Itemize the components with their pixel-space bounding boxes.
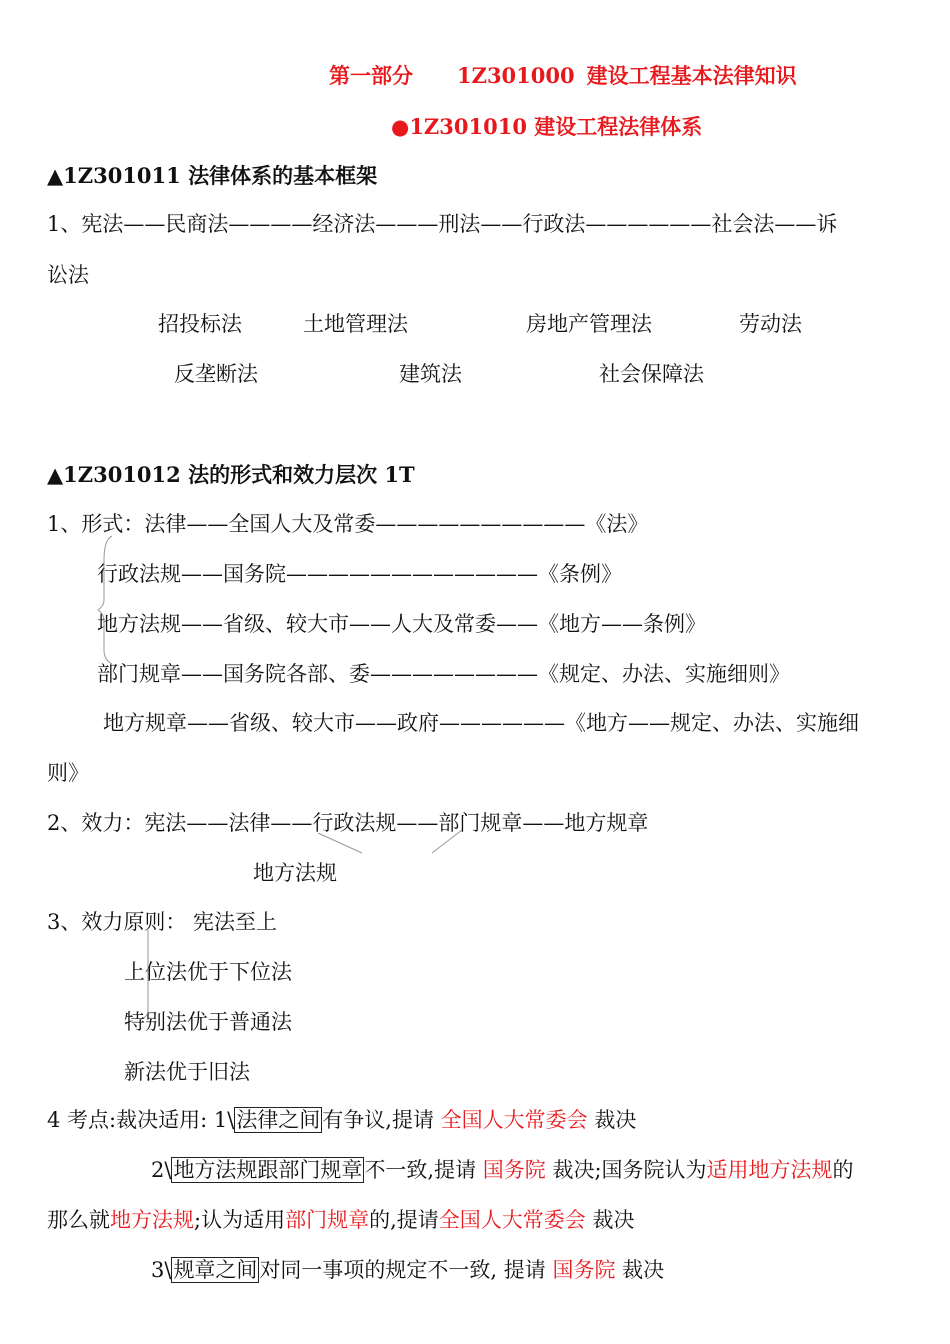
principle-line: 3、效力原则： 宪法至上 [47, 910, 278, 934]
section2-heading: ▲1Z301012 法的形式和效力层次 1T [47, 462, 415, 487]
title-name: 建设工程基本法律知识 [586, 63, 797, 88]
principle-line: 新法优于旧法 [124, 1060, 250, 1084]
text: 的 [832, 1158, 854, 1182]
effect-branch: 地方法规 [253, 861, 337, 885]
section1-line1-cont: 讼法 [47, 263, 89, 287]
boxed-term: 地方法规跟部门规章 [173, 1158, 363, 1182]
section1-line1: 1、宪法——民商法————经济法———刑法——行政法——————社会法——诉 [47, 212, 838, 236]
text: 裁决 [585, 1208, 635, 1232]
section1-heading: ▲1Z301011 法律体系的基本框架 [47, 163, 378, 188]
boxed-term: 法律之间 [236, 1108, 321, 1132]
branch-line-left [318, 833, 362, 853]
text: ;认为适用 [194, 1208, 286, 1232]
highlight-term: 全国人大常委会 [440, 1108, 588, 1132]
forms-brace [98, 536, 112, 664]
law-item: 房地产管理法 [526, 312, 652, 336]
text: 裁决;国务院认为 [545, 1158, 707, 1182]
highlight-term: 国务院 [552, 1258, 616, 1282]
document-subtitle: ●1Z301010 建设工程法律体系 [391, 114, 703, 139]
text: 不一致,提请 [364, 1158, 483, 1182]
law-item: 反垄断法 [174, 362, 258, 386]
law-item: 劳动法 [739, 312, 802, 336]
text: 的,提请 [369, 1208, 439, 1232]
text: 3\ [151, 1258, 172, 1282]
text: 裁决 [615, 1258, 665, 1282]
principles-brace [143, 930, 148, 1018]
form-line: 行政法规——国务院————————————《条例》 [97, 562, 622, 586]
highlight-term: 部门规章 [285, 1208, 370, 1232]
highlight-term: 国务院 [482, 1158, 546, 1182]
text: 对同一事项的规定不一致, 提请 [259, 1258, 553, 1282]
form-line-cont: 则》 [47, 761, 89, 785]
law-item: 招投标法 [158, 312, 242, 336]
text: 有争议,提请 [322, 1108, 441, 1132]
title-code: 1Z301000 [457, 63, 575, 88]
highlight-term: 适用地方法规 [706, 1158, 833, 1182]
text: 2\ [151, 1158, 172, 1182]
highlight-term: 地方法规 [110, 1208, 194, 1232]
law-item: 土地管理法 [303, 312, 408, 336]
form-line: 部门规章——国务院各部、委————————《规定、办法、实施细则》 [97, 662, 790, 686]
form-line: 地方规章——省级、较大市——政府——————《地方——规定、办法、实施细 [103, 711, 859, 735]
title-part: 第一部分 [329, 63, 413, 88]
principle-line: 上位法优于下位法 [124, 960, 292, 984]
form-line: 地方法规——省级、较大市——人大及常委——《地方——条例》 [97, 612, 706, 636]
law-item: 建筑法 [399, 362, 462, 386]
text: 裁决 [587, 1108, 637, 1132]
highlight-term: 全国人大常委会 [438, 1208, 586, 1232]
text: 那么就 [47, 1208, 110, 1232]
form-line: 1、形式：法律——全国人大及常委——————————《法》 [47, 512, 649, 536]
law-item: 社会保障法 [599, 362, 704, 386]
text: 4 考点:裁决适用: 1\ [47, 1108, 235, 1132]
boxed-term: 规章之间 [173, 1258, 258, 1282]
principle-line: 特别法优于普通法 [124, 1010, 292, 1034]
branch-line-right [432, 830, 462, 853]
effect-hierarchy: 2、效力：宪法——法律——行政法规——部门规章——地方规章 [47, 811, 649, 835]
